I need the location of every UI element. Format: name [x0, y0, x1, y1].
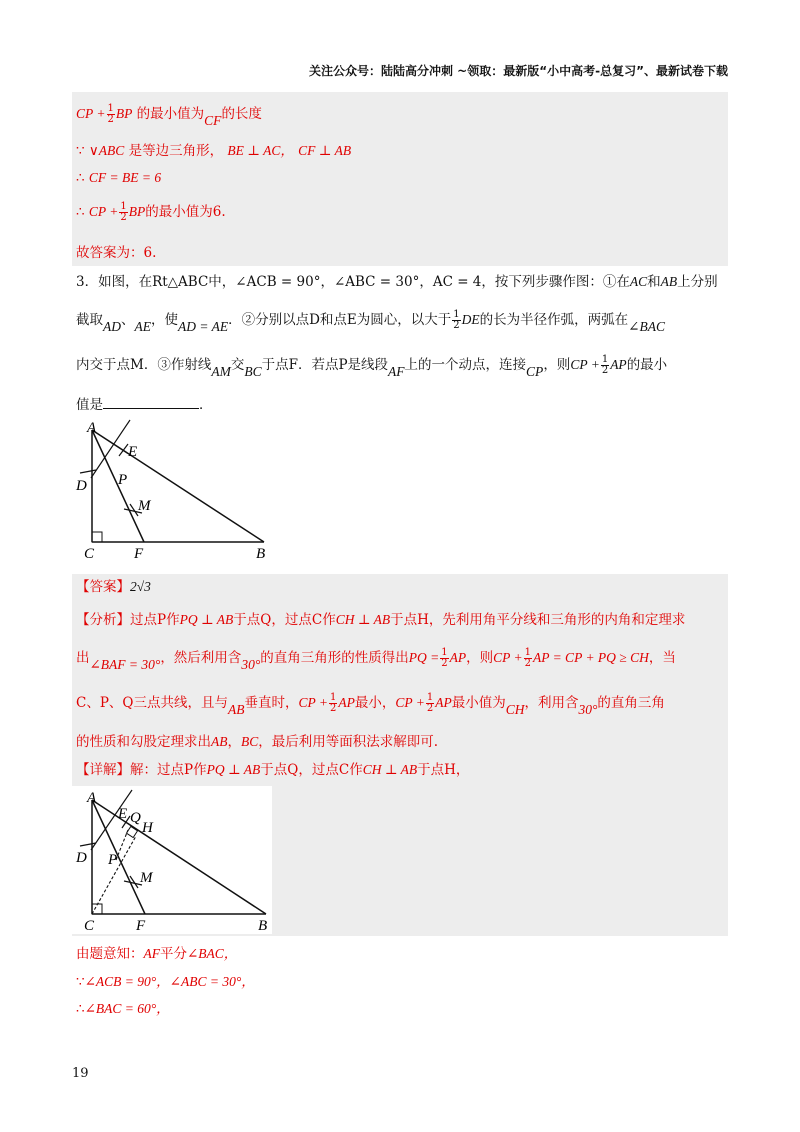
- question-line-4: 值是 ．: [76, 394, 213, 415]
- label-B: B: [258, 918, 268, 934]
- question-line-2: 截取AD、AE，使AD = AE．②分别以点D和点E为圆心，以大于 $\frac{1}{2}$ DE的长为半径作弧，两弧在∠BAC: [76, 309, 665, 334]
- answer-line: 【答案】2√3: [76, 579, 151, 595]
- label-E: E: [118, 806, 128, 822]
- page-header: 关注公众号：陆陆高分冲刺 ~领取：最新版“小中高考-总复习”、最新试卷下载: [309, 64, 728, 78]
- label-A: A: [87, 790, 97, 806]
- answer-blank: [103, 394, 199, 409]
- page-number: 19: [72, 1066, 89, 1081]
- label-P: P: [108, 852, 118, 868]
- label-B: B: [256, 546, 266, 562]
- question-line-1: 3．如图，在Rt△ABC中，∠ACB = 90°，∠ABC = 30°，AC = 4，按下列步骤作图：①在AC和AB上分别: [76, 274, 718, 290]
- label-Q: Q: [130, 810, 141, 826]
- detail-line-3: ∵∠ACB = 90°，∠ABC = 30°，: [76, 974, 255, 990]
- analysis-line-3: C、P、Q三点共线，且与AB垂直时，CP + $\frac{1}{2}$ AP最小，CP + $\frac{1}{2}$ AP最小值为CH，利用含30°的直角三角: [76, 692, 665, 717]
- fraction: $\frac{1}{2}$: [107, 103, 114, 125]
- detail-line-1: 【详解】解：过点P作PQ ⊥ AB于点Q，过点C作CH ⊥ AB于点H，: [76, 762, 470, 778]
- label-F: F: [136, 918, 146, 934]
- label-F: F: [134, 546, 144, 562]
- label-D: D: [76, 478, 87, 494]
- label-M: M: [138, 498, 151, 514]
- label-C: C: [84, 546, 95, 562]
- label-A: A: [87, 420, 97, 436]
- solution-line-4: ∴ CP + $\frac{1}{2}$ BP的最小值为6.: [76, 201, 226, 223]
- detail-line-4: ∴∠BAC = 60°，: [76, 1001, 170, 1017]
- label-H: H: [142, 820, 153, 836]
- analysis-line-2: 出∠BAF = 30°，然后利用含30°的直角三角形的性质得出PQ = $\frac{1}{2}$ AP，则CP + $\frac{1}{2}$ AP = CP + PQ ≥ CH，当: [76, 647, 676, 672]
- triangle-figure-2: [72, 786, 272, 934]
- detail-line-2: 由题意知：AF平分∠BAC，: [76, 946, 238, 962]
- triangle-figure-1: [72, 418, 282, 568]
- label-C: C: [84, 918, 95, 934]
- analysis-line-1: 【分析】过点P作PQ ⊥ AB于点Q，过点C作CH ⊥ AB于点H，先利用角平分线和三角形的内角和定理求: [76, 612, 686, 628]
- label-P: P: [118, 472, 128, 488]
- solution-line-2: ∵ ∨ABC 是等边三角形， BE ⊥ AC， CF ⊥ AB: [76, 143, 352, 159]
- solution-line-1: CP + $\frac{1}{2}$ BP 的最小值为CF的长度: [76, 103, 262, 128]
- question-line-3: 内交于点M．③作射线AM交BC于点F．若点P是线段AF上的一个动点，连接CP，则CP + $\frac{1}{2}$ AP的最小: [76, 354, 668, 379]
- answer-value: 2√3: [130, 579, 151, 594]
- solution-line-3: ∴ CF = BE = 6: [76, 170, 162, 186]
- label-D: D: [76, 850, 87, 866]
- label-M: M: [140, 870, 153, 886]
- solution-line-5: 故答案为：6.: [76, 245, 157, 261]
- analysis-line-4: 的性质和勾股定理求出AB，BC，最后利用等面积法求解即可.: [76, 734, 439, 750]
- label-E: E: [128, 444, 138, 460]
